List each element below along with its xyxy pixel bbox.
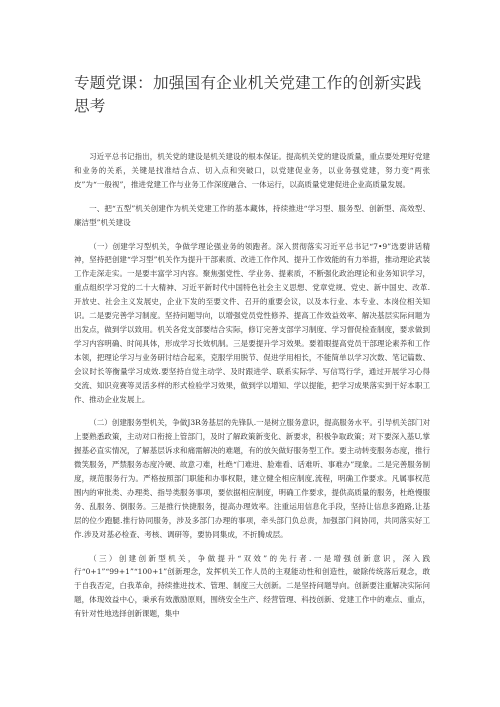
document-title: 专题党课：加强国有企业机关党建工作的创新实践思考 bbox=[74, 74, 422, 115]
section-heading: 一、把“五型”机关创建作为机关党建工作的基本藏体，持续推进“学习型、服务型、创新型、高效型、廉洁型”机关建设 bbox=[74, 203, 430, 227]
subsection-service: （二）创建服务型机关，争做J3R务基层的先锋队.一是树立服务意识，提高服务水平。引导机关部门对上要熟悉政策，主动对口衔接上管部门，及时了解政策新变化、新要求，积极争取政策；对下要深入基U,掌握基必直实情况，了解基层诉求和痛需解决的难题，有的放矢做好服务型工作。要主动转变服务态度，推行微笑服务，严禁服务态度冷硬、故意刁难，杜绝“门难进、脸难看、话难听、事难办”现象。二是完善服务制度，规范服务行为。严格按照部门职能和办事权限，建立健全相应制度,流程，明确工作要求。凡属事权范围内的审批类、办理类、指导类服务事项，要依据相应制度，明确工作要求，提供高质量的服务，杜绝慢服务、乱服务、倒服务。三是推行快捷服务，提高办理效率。注重运用信息化手段，坚持让信息多跑路,让基层的位少跑腿.推行协同服务，涉及多部门办理的事项，牵头部门负总责，加强部门间协同，共同落实好工作.涉及对基必检查、考核、调研等，要协同集成，不折腾成层。 bbox=[74, 418, 430, 539]
subsection-innovation: （三）创建创新型机关，争做提升“双效”的先行者.一是增强创新意识，深入践行“0+1”“99+1”“100+1”创新理念，发挥机关工作人员的主观能动性和创造性，破除传统落后观念，敢于自我否定，白我革命，持续推进技术、管理、制度三大创新。二是坚持问题导向。创新要注重解决实际问题，体现效益中心，秉承有效激励原则，围绕安全生产、经营管理、科技创新、党建工作中的难点、重点，有针对性地选择创新课题，集中 bbox=[74, 553, 430, 619]
subsection-learning: （一）创建学习型机关，争做学理论强业务的领跑者。深入贯彻落实习近平总书记“7•9”选要讲话精神，坚持把创建“学习型”机关作为提升干部素质、改进工作作风、提升工作效能的有力举措，推动理论武装工作走深走实。一是要丰富学习内容。聚焦强党性、学业务、提素质，不断强化政治理论和业务知识学习，重点组织学习党的二十大精神、习近平新时代中国特色社会主义思想、党章党规、党史、新中国史、改革.开放史、社会主义发展史，企业下发的至要文件、召开的重要会议，以及本行业、本专业、本岗位相关知识。二是要完善学习制度。坚持问题导向，以增强党员党性修养、提高工作效益效率、解决基层实际问题为出发点，做到学以致用。机关各党支部要结合实际，修订完善支部学习制度、学习督促检查制度，要求做到学习内容明确、时间具体，形成学习长效机制。三是要提升学习效果。要着眼提高党员干部理论素养和工作本领，把理论学习与业务研讨结合起来，克服学用脱节、促进学用相长，不能简单以学习次数、笔记篇数、会议时长等衡量学习成效.要坚持自觉主动学、及时跟进学、联系实际学、写信骂行学，通过开展学习心得交流、知识竞赛等灵活多样的形式检验学习效果，做到学以增知、学以提能，把学习成果落实到干好本职工作、推动企业发展上。 bbox=[74, 241, 430, 404]
document-body bbox=[74, 150, 430, 624]
intro-paragraph: 习近平总书记指出，机关党的建设是机关建设的根本保证。提高机关党的建设质量，重点要处理好党建和业务的关系，关键是找准结合点、切入点和突破口，以党建促业务，以业务强党建，努力变“两张皮”为“一般视”，推进党建工作与业务工作深度融合、一体运行，以高质量党建促进企业高质量发展。 bbox=[74, 152, 430, 189]
